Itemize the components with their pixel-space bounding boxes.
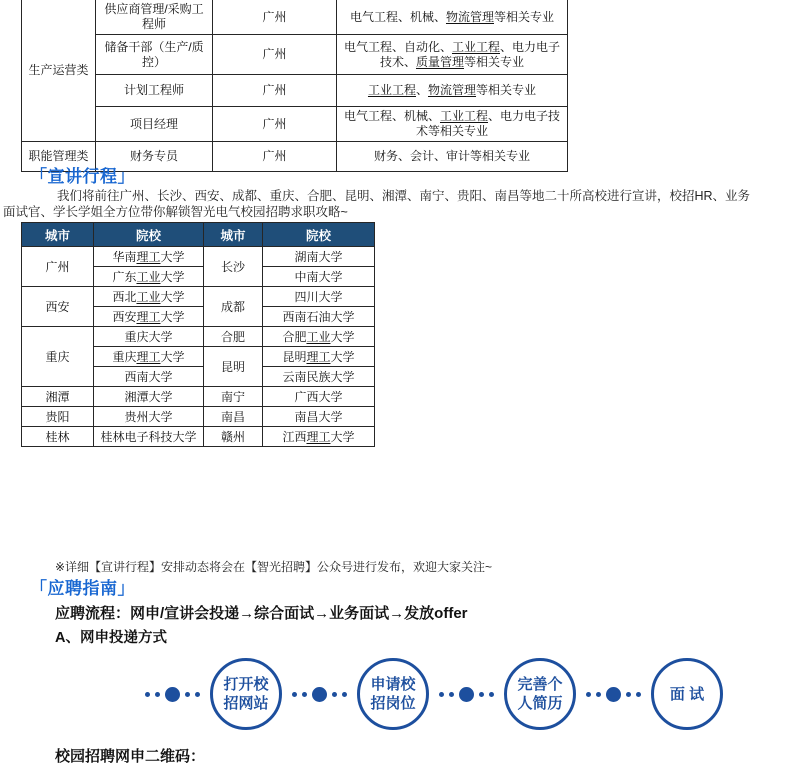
schedule-university-cell	[94, 307, 204, 327]
text-segment: 中南大学	[294, 270, 343, 284]
schedule-city-cell: 贵阳	[22, 407, 94, 427]
schedule-university-cell	[263, 427, 375, 447]
dot-icon	[145, 692, 150, 697]
schedule-university-cell	[263, 267, 375, 287]
flow-step-interview	[651, 658, 723, 730]
dot-icon	[342, 692, 347, 697]
job-city-cell: 广州	[213, 0, 337, 35]
schedule-table-row	[22, 387, 375, 407]
flow-step-label-line: 完善个	[517, 676, 563, 693]
flow-step-label-line: 招网站	[223, 695, 269, 712]
schedule-university-cell	[94, 347, 204, 367]
schedule-university-cell	[263, 347, 375, 367]
schedule-university-cell	[94, 427, 204, 447]
underlined-term: 物流管理	[445, 9, 494, 24]
text-segment: 等相关专业	[494, 9, 555, 24]
tour-schedule-table-body	[22, 247, 375, 447]
text-segment: 湖南大学	[294, 250, 343, 264]
underlined-term: 理工	[136, 250, 161, 264]
tour-paragraph: 我们将前往广州、长沙、西安、成都、重庆、合肥、昆明、湘潭、南宁、贵阳、南昌等地二十所高校进行宣讲，校招HR、业务面试官、学长学姐全方位带你解锁智光电气校园招聘求职攻略~	[3, 189, 751, 219]
dot-icon	[165, 687, 180, 702]
flow-step-label-line: 打开校	[223, 676, 269, 693]
text-segment: 大学	[330, 330, 355, 344]
dot-icon	[155, 692, 160, 697]
schedule-city-cell: 南宁	[204, 387, 263, 407]
schedule-university-cell	[94, 287, 204, 307]
schedule-table-row	[22, 247, 375, 267]
dot-icon	[459, 687, 474, 702]
schedule-university-cell	[94, 387, 204, 407]
guide-section-title: 「应聘指南」	[30, 579, 135, 598]
job-table-row	[22, 0, 568, 35]
schedule-header-row	[22, 223, 375, 247]
job-majors-cell	[337, 35, 568, 75]
job-majors-cell	[337, 0, 568, 35]
flow-connector-dots	[439, 687, 494, 702]
text-segment: 西安	[112, 310, 137, 324]
schedule-university-cell	[94, 267, 204, 287]
text-segment: 西北	[112, 290, 137, 304]
schedule-city-cell: 桂林	[22, 427, 94, 447]
schedule-university-cell	[263, 407, 375, 427]
text-segment: 重庆	[112, 350, 137, 364]
job-position-cell: 财务专员	[96, 142, 213, 172]
flow-step-label-line: 面 试	[669, 685, 705, 703]
text-segment: 华南	[112, 250, 137, 264]
dot-icon	[596, 692, 601, 697]
text-segment: 大学	[330, 350, 355, 364]
text-segment: 西南石油大学	[282, 310, 355, 324]
job-position-cell: 项目经理	[96, 107, 213, 142]
schedule-header-university-right: 院校	[263, 223, 375, 247]
tour-schedule-table	[21, 222, 375, 447]
text-segment: 电气工程、机械、	[343, 109, 440, 123]
underlined-term: 质量管理	[415, 54, 464, 69]
job-city-cell: 广州	[213, 107, 337, 142]
dot-icon	[185, 692, 190, 697]
underlined-term: 理工	[306, 430, 331, 444]
underlined-term: 工业工程	[451, 39, 500, 54]
job-position-cell: 供应商管理/采购工程师	[96, 0, 213, 35]
job-positions-table-body	[22, 0, 568, 172]
job-table-row	[22, 75, 568, 107]
text-segment: 电气工程、自动化、	[343, 39, 452, 54]
schedule-city-cell: 广州	[22, 247, 94, 287]
job-position-cell: 计划工程师	[96, 75, 213, 107]
flow-connector-dots	[292, 687, 347, 702]
text-segment: 桂林电子科技大学	[100, 430, 197, 444]
job-position-cell: 储备干部（生产/质控）	[96, 35, 213, 75]
job-majors-cell	[337, 142, 568, 172]
text-segment: 广西大学	[294, 390, 343, 404]
schedule-city-cell: 湘潭	[22, 387, 94, 407]
text-segment: 贵州大学	[124, 410, 173, 424]
schedule-table-row	[22, 287, 375, 307]
job-table-row	[22, 107, 568, 142]
flow-step-label-line: 人简历	[517, 695, 563, 712]
qr-code-label: 校园招聘网申二维码：	[55, 748, 206, 765]
schedule-university-cell	[94, 247, 204, 267]
underlined-term: 工业	[136, 290, 161, 304]
schedule-table-row	[22, 427, 375, 447]
schedule-city-cell: 合肥	[204, 327, 263, 347]
text-segment: 大学	[160, 290, 185, 304]
flow-step-complete-resume	[504, 658, 576, 730]
text-segment: 云南民族大学	[282, 370, 355, 384]
schedule-city-cell: 赣州	[204, 427, 263, 447]
schedule-header-city-left: 城市	[22, 223, 94, 247]
schedule-city-cell: 西安	[22, 287, 94, 327]
job-category-cell: 生产运营类	[22, 0, 96, 142]
job-majors-cell	[337, 107, 568, 142]
job-table-row	[22, 35, 568, 75]
schedule-university-cell	[263, 307, 375, 327]
online-application-method-label: A、网申投递方式	[55, 630, 167, 646]
flow-connector-dots	[586, 687, 641, 702]
dot-icon	[449, 692, 454, 697]
text-segment: 昆明	[282, 350, 307, 364]
schedule-table-row	[22, 327, 375, 347]
dot-icon	[312, 687, 327, 702]
text-segment: 、电力电子技术等相关专业	[415, 109, 561, 138]
text-segment: 、	[415, 83, 428, 97]
job-city-cell: 广州	[213, 35, 337, 75]
text-segment: 四川大学	[294, 290, 343, 304]
schedule-city-cell: 长沙	[204, 247, 263, 287]
text-segment: 电气工程、机械、	[349, 9, 446, 24]
schedule-note: ※详细【宣讲行程】安排动态将会在【智光招聘】公众号进行发布，欢迎大家关注~	[55, 560, 493, 574]
schedule-university-cell	[263, 327, 375, 347]
text-segment: 湘潭大学	[124, 390, 173, 404]
schedule-university-cell	[94, 327, 204, 347]
flow-step-label-line: 招岗位	[370, 695, 416, 712]
dot-icon	[479, 692, 484, 697]
text-segment: 等相关专业	[476, 83, 537, 97]
application-flow-diagram	[145, 651, 723, 737]
text-segment: 等相关专业	[464, 54, 525, 69]
text-segment: 重庆大学	[124, 330, 173, 344]
flow-connector-dots	[145, 687, 200, 702]
job-category-cell: 职能管理类	[22, 142, 96, 172]
underlined-term: 理工	[136, 350, 161, 364]
job-city-cell: 广州	[213, 142, 337, 172]
text-segment: 财务、会计、审计等相关专业	[373, 149, 530, 163]
dot-icon	[292, 692, 297, 697]
text-segment: 南昌大学	[294, 410, 343, 424]
job-positions-table	[21, 0, 568, 172]
dot-icon	[636, 692, 641, 697]
underlined-term: 工业	[306, 330, 331, 344]
text-segment: 大学	[160, 270, 185, 284]
schedule-university-cell	[263, 287, 375, 307]
schedule-university-cell	[263, 367, 375, 387]
tour-section-title: 「宣讲行程」	[30, 167, 135, 186]
dot-icon	[302, 692, 307, 697]
text-segment: 合肥	[282, 330, 307, 344]
schedule-city-cell: 昆明	[204, 347, 263, 387]
text-segment: 大学	[160, 310, 185, 324]
schedule-university-cell	[94, 367, 204, 387]
dot-icon	[586, 692, 591, 697]
job-majors-cell	[337, 75, 568, 107]
schedule-header-city-right: 城市	[204, 223, 263, 247]
schedule-city-cell: 重庆	[22, 327, 94, 387]
schedule-table-row	[22, 407, 375, 427]
dot-icon	[489, 692, 494, 697]
text-segment: 江西	[282, 430, 307, 444]
application-process-line: 应聘流程：网申/宣讲会投递→综合面试→业务面试→发放offer	[55, 605, 468, 622]
underlined-term: 理工	[136, 310, 161, 324]
dot-icon	[439, 692, 444, 697]
flow-step-apply-position	[357, 658, 429, 730]
schedule-header-university-left: 院校	[94, 223, 204, 247]
dot-icon	[195, 692, 200, 697]
dot-icon	[626, 692, 631, 697]
schedule-university-cell	[263, 387, 375, 407]
text-segment: 大学	[160, 250, 185, 264]
underlined-term: 理工	[306, 350, 331, 364]
underlined-term: 工业工程	[367, 83, 416, 97]
schedule-university-cell	[94, 407, 204, 427]
job-city-cell: 广州	[213, 75, 337, 107]
flow-step-label-line: 申请校	[370, 676, 416, 693]
dot-icon	[332, 692, 337, 697]
schedule-city-cell: 南昌	[204, 407, 263, 427]
text-segment: 、电力电子技术、	[379, 39, 561, 69]
text-segment: 大学	[160, 350, 185, 364]
underlined-term: 工业	[136, 270, 161, 284]
underlined-term: 工业工程	[439, 109, 488, 123]
dot-icon	[606, 687, 621, 702]
flow-step-open-site	[210, 658, 282, 730]
text-segment: 大学	[330, 430, 355, 444]
underlined-term: 物流管理	[428, 83, 477, 97]
schedule-city-cell: 成都	[204, 287, 263, 327]
schedule-university-cell	[263, 247, 375, 267]
text-segment: 广东	[112, 270, 137, 284]
text-segment: 西南大学	[124, 370, 173, 384]
